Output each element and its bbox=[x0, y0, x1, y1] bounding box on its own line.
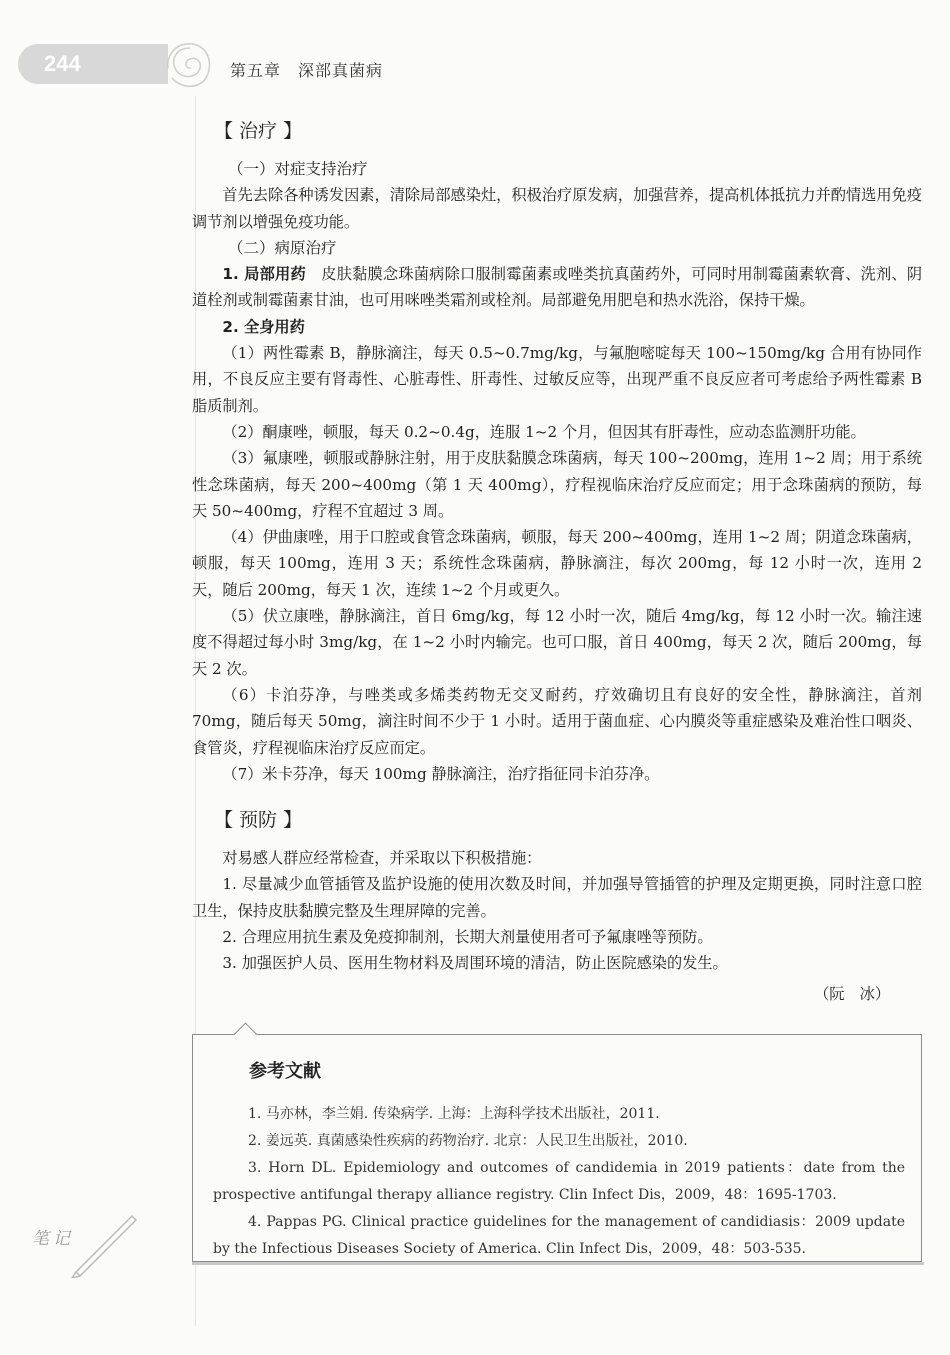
prevention-item: 2. 合理应用抗生素及免疫抑制剂，长期大剂量使用者可予氟康唑等预防。 bbox=[222, 928, 713, 947]
references-title: 参考文献 bbox=[249, 1061, 321, 1082]
systemic-drugs-heading: 2. 全身用药 bbox=[222, 317, 305, 336]
swirl-logo-icon bbox=[162, 38, 218, 94]
prevention-intro: 对易感人群应经常检查，并采取以下积极措施： bbox=[222, 849, 542, 868]
section-title-prevention: 【 预防 】 bbox=[214, 809, 303, 832]
drug-item: （7）米卡芬净，每天 100mg 静脉滴注，治疗指征同卡泊芬净。 bbox=[222, 764, 660, 783]
prevention-item: 3. 加强医护人员、医用生物材料及周围环境的清洁，防止医院感染的发生。 bbox=[222, 954, 728, 973]
references-box-notch bbox=[233, 1022, 257, 1046]
local-drugs-text: 皮肤黏膜念珠菌病除口服制霉菌素或唑类抗真菌药外，可同时用制霉菌素软膏、洗剂、阴道栓剂或制霉菌素甘油，也可用咪唑类霜剂或栓剂。局部避免用肥皂和热水洗浴，保持干燥。 bbox=[192, 265, 923, 310]
drug-item: （4）伊曲康唑，用于口腔或食管念珠菌病，顿服，每天 200~400mg，连用 1~2 周；阴道念珠菌病，顿服，每天 100mg，连用 3 天；系统性念珠菌病，静脉滴注，每次 200mg，每 12 小时一次，连用 2 天，随后 200mg，每天 1 次，连续 1~2 个月或更久。 bbox=[192, 528, 922, 599]
pen-icon bbox=[70, 1208, 140, 1278]
subsection-title-etiologic: （二）病原治疗 bbox=[228, 238, 337, 257]
chapter-title: 第五章 深部真菌病 bbox=[230, 61, 384, 80]
author-name: （阮 冰） bbox=[814, 984, 890, 1003]
reference-item: 4. Pappas PG. Clinical practice guidelines for the management of candidiasis：2009 update by the Infectious Diseases Society of America. Clin Infect Dis，2009，48：503-535. bbox=[213, 1214, 905, 1257]
notes-label: 笔记 bbox=[32, 1229, 74, 1249]
drug-item: （2）酮康唑，顿服，每天 0.2~0.4g，连服 1~2 个月，但因其有肝毒性，应动态监测肝功能。 bbox=[222, 422, 866, 441]
section-title-treatment: 【 治疗 】 bbox=[214, 120, 303, 142]
drug-item: （3）氟康唑，顿服或静脉注射，用于皮肤黏膜念珠菌病，每天 100~200mg，连用 1~2 周；用于系统性念珠菌病，每天 200~400mg（第 1 天 400mg），疗程视临床治疗反应而定；用于念珠菌病的预防，每天 50~400mg，疗程不宜超过 3 周。 bbox=[192, 449, 922, 520]
drug-item: （1）两性霉素 B，静脉滴注，每天 0.5~0.7mg/kg，与氟胞嘧啶每天 100~150mg/kg 合用有协同作用，不良反应主要有肾毒性、心脏毒性、肝毒性、过敏反应等，出现严重不良反应者可考虑给予两性霉素 B 脂质制剂。 bbox=[192, 344, 922, 415]
references-list bbox=[213, 1101, 905, 1263]
prevention-item: 1. 尽量减少血管插管及监护设施的使用次数及时间，并加强导管插管的护理及定期更换，同时注意口腔卫生，保持皮肤黏膜完整及生理屏障的完善。 bbox=[192, 875, 922, 920]
paragraph-local-drugs bbox=[192, 261, 922, 314]
drug-item: （5）伏立康唑，静脉滴注，首日 6mg/kg，每 12 小时一次，随后 4mg/kg，每 12 小时一次。输注速度不得超过每小时 3mg/kg，在 1~2 小时内输完。也可口服，首日 400mg，每天 2 次，随后 200mg，每天 2 次。 bbox=[192, 607, 922, 678]
drug-item: （6）卡泊芬净，与唑类或多烯类药物无交叉耐药，疗效确切且有良好的安全性，静脉滴注，首剂 70mg，随后每天 50mg，滴注时间不少于 1 小时。适用于菌血症、心内膜炎等重症感染及难治性口咽炎、食管炎，疗程视临床治疗反应而定。 bbox=[192, 685, 922, 757]
main-content bbox=[192, 112, 922, 1007]
reference-item: 2. 姜远英. 真菌感染性疾病的药物治疗. 北京：人民卫生出版社，2010. bbox=[248, 1133, 688, 1149]
reference-item: 1. 马亦林，李兰娟. 传染病学. 上海：上海科学技术出版社，2011. bbox=[248, 1106, 660, 1122]
local-drugs-heading: 1. 局部用药 bbox=[222, 265, 306, 284]
page-number-badge: 244 bbox=[18, 44, 168, 84]
box-shadow-line bbox=[192, 1262, 924, 1265]
subsection-title-supportive: （一）对症支持治疗 bbox=[228, 160, 368, 178]
references-box bbox=[192, 1034, 922, 1262]
reference-item: 3. Horn DL. Epidemiology and outcomes of candidemia in 2019 patients：date from the prospective antifungal therapy alliance registry. Clin Infect Dis，2009，48：1695-1703. bbox=[213, 1160, 905, 1203]
paragraph-supportive: 首先去除各种诱发因素，清除局部感染灶，积极治疗原发病，加强营养，提高机体抵抗力并酌情选用免疫调节剂以增强免疫功能。 bbox=[192, 186, 922, 231]
